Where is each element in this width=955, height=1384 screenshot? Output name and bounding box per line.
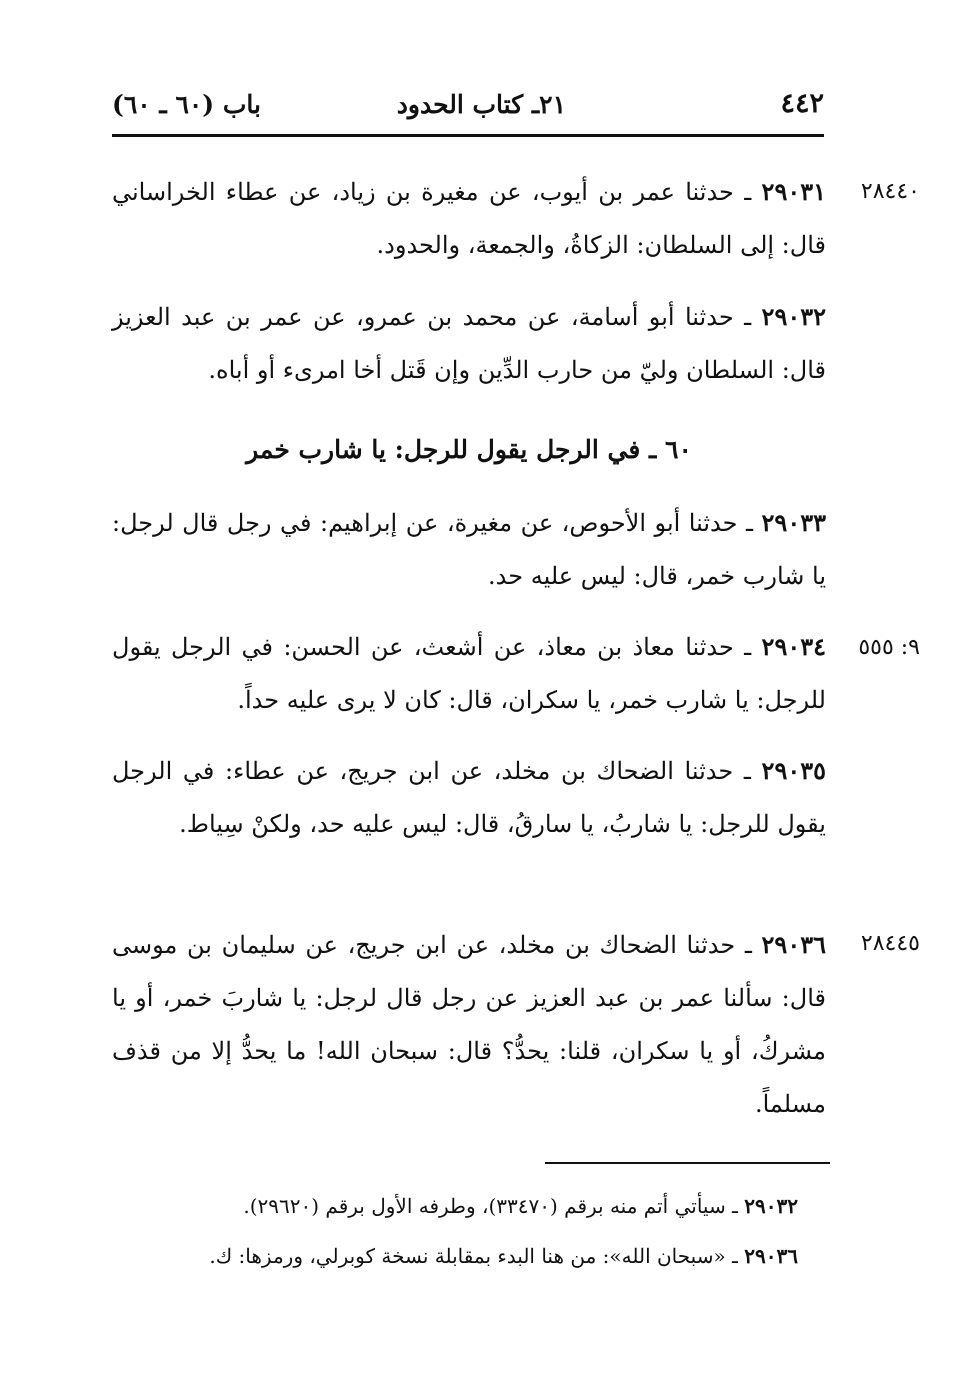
- hadith-number: ٢٩٠٣٤: [761, 632, 826, 661]
- hadith-entry: [112, 165, 826, 272]
- page-number: ٤٤٢: [780, 88, 824, 119]
- footnote-text: ـ «سبحان الله»: من هنا البدء بمقابلة نسخة كوبرلي، ورمزها: ك.: [209, 1244, 738, 1268]
- header-rule: [112, 134, 824, 137]
- margin-ref: ٢٨٤٤٥: [860, 931, 920, 956]
- chapter-range: باب (٦٠ ـ ٦٠): [112, 90, 261, 119]
- footnote: [112, 1190, 798, 1222]
- hadith-text: ـ حدثنا عمر بن أيوب، عن مغيرة بن زياد، عن عطاء الخراساني قال: إلى السلطان: الزكاةُ، والجمعة، والحدود.: [112, 178, 826, 259]
- hadith-entry: [112, 918, 826, 1131]
- hadith-number: ٢٩٠٣٥: [761, 756, 826, 785]
- hadith-number: ٢٩٠٣٢: [761, 302, 826, 331]
- hadith-entry: [112, 744, 826, 851]
- footnote-rule: [545, 1162, 830, 1164]
- hadith-number: ٢٩٠٣١: [761, 177, 826, 206]
- footnote-number: ٢٩٠٣٦: [744, 1244, 798, 1268]
- hadith-number: ٢٩٠٣٣: [761, 508, 826, 537]
- footnote: [112, 1240, 798, 1272]
- footnote-number: ٢٩٠٣٢: [744, 1194, 798, 1218]
- footnote-text: ـ سيأتي أتم منه برقم (٣٣٤٧٠)، وطرفه الأول برقم (٢٩٦٢٠).: [243, 1194, 738, 1218]
- hadith-text: ـ حدثنا الضحاك بن مخلد، عن ابن جريج، عن عطاء: في الرجل يقول للرجل: يا شاربُ، يا سارقُ، قال: ليس عليه حد، ولكنْ سِياط.: [112, 757, 826, 838]
- book-title: ٢١ـ كتاب الحدود: [396, 90, 566, 119]
- hadith-entry: [112, 290, 826, 397]
- hadith-entry: [112, 496, 826, 603]
- hadith-text: ـ حدثنا أبو الأحوص، عن مغيرة، عن إبراهيم: في رجل قال لرجل: يا شارب خمر، قال: ليس عليه حد.: [112, 509, 826, 590]
- hadith-entry: [112, 620, 826, 727]
- margin-ref: ٩: ٥٥٥: [858, 635, 920, 660]
- hadith-text: ـ حدثنا الضحاك بن مخلد، عن ابن جريج، عن سليمان بن موسى قال: سألنا عمر بن عبد العزيز عن رجل قال لرجل: يا شاربَ خمر، أو يا مشركُ، أو يا سكران، قلنا: يحدُّ؟ قال: سبحان الله! ما يحدُّ إلا من قذف مسلماً.: [112, 931, 826, 1118]
- hadith-number: ٢٩٠٣٦: [761, 930, 826, 959]
- chapter-heading: ٦٠ ـ في الرجل يقول للرجل: يا شارب خمر: [246, 435, 692, 464]
- margin-ref: ٢٨٤٤٠: [860, 179, 920, 204]
- hadith-text: ـ حدثنا معاذ بن معاذ، عن أشعث، عن الحسن: في الرجل يقول للرجل: يا شارب خمر، يا سكران، قال: كان لا يرى عليه حداً.: [112, 633, 826, 714]
- page-header: [112, 88, 824, 132]
- hadith-text: ـ حدثنا أبو أسامة، عن محمد بن عمرو، عن عمر بن عبد العزيز قال: السلطان وليّ من حارب الدِّين وإن قَتل أخا امرىء أو أباه.: [112, 303, 826, 384]
